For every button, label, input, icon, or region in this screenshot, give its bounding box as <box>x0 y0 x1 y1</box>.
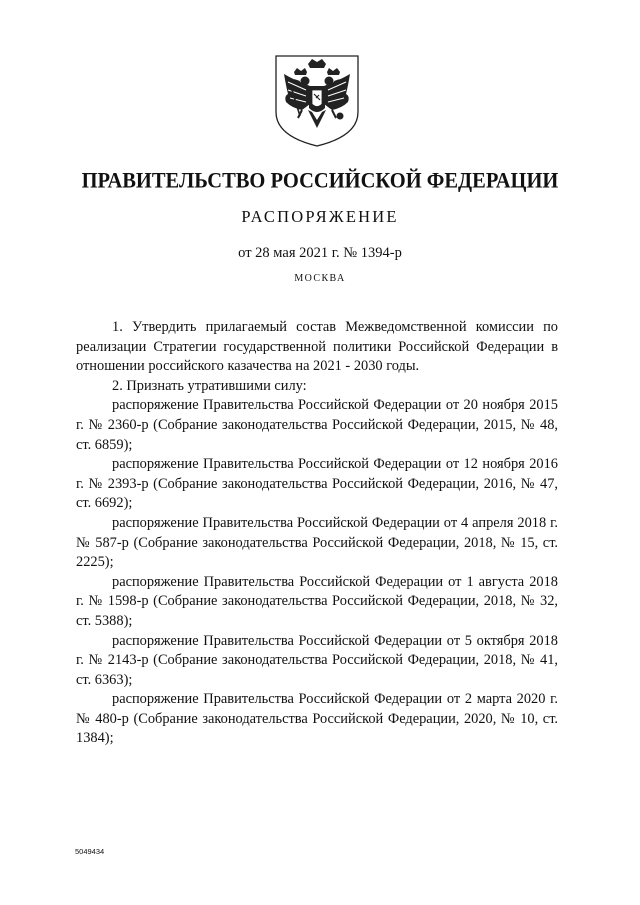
document-city: МОСКВА <box>294 273 346 284</box>
paragraph-repealed-order: распоряжение Правительства Российской Федерации от 12 ноября 2016 г. № 2393-р (Собрание законодательства Российской Федерации, 2016, № 47, ст. 6692); <box>76 456 558 512</box>
coat-of-arms-of-russia-icon <box>272 50 362 150</box>
document-body <box>76 318 558 749</box>
organization-title: ПРАВИТЕЛЬСТВО РОССИЙСКОЙ ФЕДЕРАЦИИ <box>81 169 559 193</box>
paragraph-repealed-order: распоряжение Правительства Российской Федерации от 1 августа 2018 г. № 1598-р (Собрание законодательства Российской Федерации, 2018, № 32, ст. 5388); <box>76 573 558 629</box>
document-type: РАСПОРЯЖЕНИЕ <box>241 207 399 226</box>
paragraph-repeal-intro: 2. Признать утратившими силу: <box>112 377 307 394</box>
paragraph-repealed-order: распоряжение Правительства Российской Федерации от 2 марта 2020 г. № 480-р (Собрание законодательства Российской Федерации, 2020, № 10, ст. 1384); <box>76 691 558 747</box>
paragraph-repealed-order: распоряжение Правительства Российской Федерации от 4 апреля 2018 г. № 587-р (Собрание законодательства Российской Федерации, 2018, № 15, ст. 2225); <box>76 514 558 571</box>
document-date-number: от 28 мая 2021 г. № 1394-р <box>238 245 402 261</box>
paragraph-repealed-order: распоряжение Правительства Российской Федерации от 20 ноября 2015 г. № 2360-р (Собрание законодательства Российской Федерации, 2015, № 48, ст. 6859); <box>76 397 558 453</box>
document-code: 5049434 <box>75 847 105 856</box>
paragraph-repealed-order: распоряжение Правительства Российской Федерации от 5 октября 2018 г. № 2143-р (Собрание законодательства Российской Федерации, 2018, № 41, ст. 6363); <box>76 632 558 688</box>
paragraph-approve: 1. Утвердить прилагаемый состав Межведомственной комиссии по реализации Стратегии государственной политики Российской Федерации в отношении российского казачества на 2021 - 2030 годы. <box>76 319 558 375</box>
